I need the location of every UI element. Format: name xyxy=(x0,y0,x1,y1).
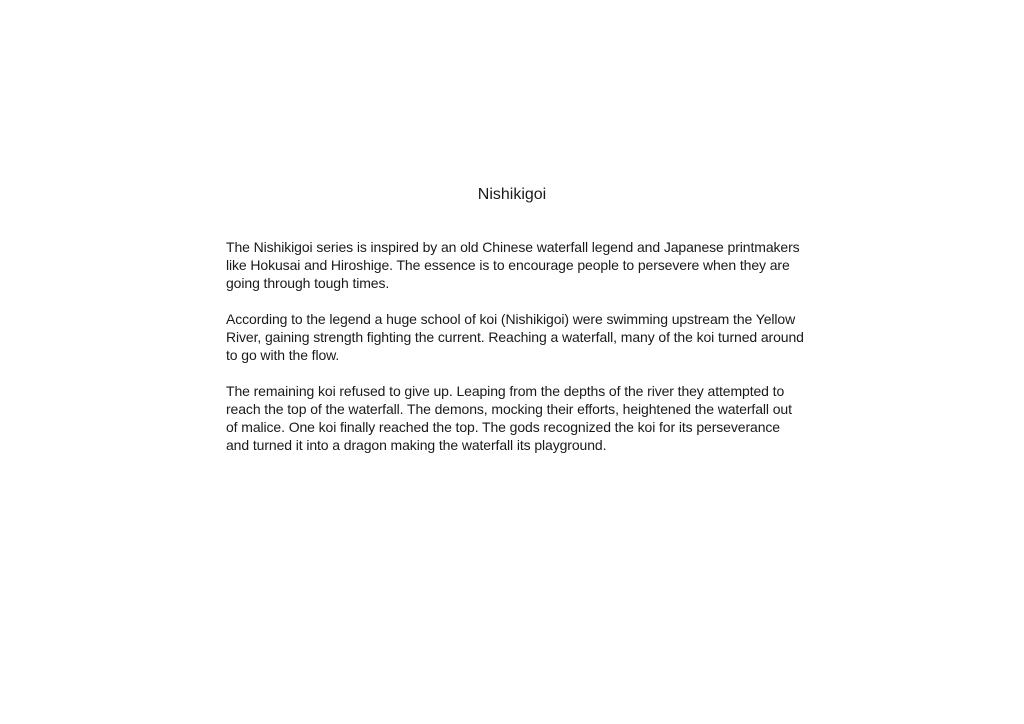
page-title: Nishikigoi xyxy=(477,186,547,203)
paragraph-intro: The Nishikigoi series is inspired by an old Chinese waterfall legend and Japanese printmakers like Hokusai and Hiroshige. The essence is to encourage people to persevere when they are going through tough times. xyxy=(226,239,800,291)
body-text xyxy=(226,238,806,472)
paragraph-legend: According to the legend a huge school of koi (Nishikigoi) were swimming upstream the Yellow River, gaining strength fighting the current. Reaching a waterfall, many of the koi turned around to go with the flow. xyxy=(226,311,804,363)
paragraph-dragon: The remaining koi refused to give up. Leaping from the depths of the river they attempted to reach the top of the waterfall. The demons, mocking their efforts, heightened the waterfall out of malice. One koi finally reached the top. The gods recognized the koi for its perseverance and turned it into a dragon making the waterfall its playground. xyxy=(226,383,792,453)
